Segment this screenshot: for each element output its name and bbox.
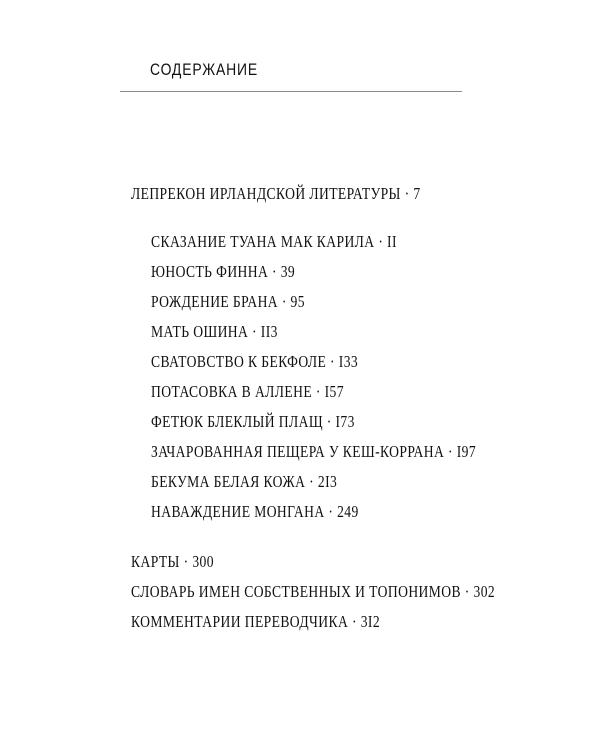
toc-entry-story: БЕКУМА БЕЛАЯ КОЖА · 2I3 [151,472,338,491]
toc-entry-appendix: КОММЕНТАРИИ ПЕРЕВОДЧИКА · 3I2 [131,612,381,631]
toc-entry-story: РОЖДЕНИЕ БРАНА · 95 [151,292,305,311]
contents-heading: СОДЕРЖАНИЕ [150,60,258,79]
toc-entry-story: НАВАЖДЕНИЕ МОНГАНА · 249 [151,502,359,521]
toc-entry-story: ЮНОСТЬ ФИННА · 39 [151,262,296,281]
toc-entry-appendix: КАРТЫ · 300 [131,552,214,571]
toc-entry-story: СКАЗАНИЕ ТУАНА МАК КАРИЛА · II [151,232,397,251]
toc-entry-story: СВАТОВСТВО К БЕКФОЛЕ · I33 [151,352,359,371]
heading-divider [120,91,462,92]
toc-entry-story: ЗАЧАРОВАННАЯ ПЕЩЕРА У КЕШ-КОРРАНА · I97 [151,442,477,461]
toc-entry-story: МАТЬ ОШИНА · II3 [151,322,278,341]
toc-entry-intro: ЛЕПРЕКОН ИРЛАНДСКОЙ ЛИТЕРАТУРЫ · 7 [131,184,421,203]
toc-entry-appendix: СЛОВАРЬ ИМЕН СОБСТВЕННЫХ И ТОПОНИМОВ · 302 [131,582,496,601]
toc-entry-story: ПОТАСОВКА В АЛЛЕНЕ · I57 [151,382,344,401]
toc-entry-story: ФЕТЮК БЛЕКЛЫЙ ПЛАЩ · I73 [151,412,355,431]
